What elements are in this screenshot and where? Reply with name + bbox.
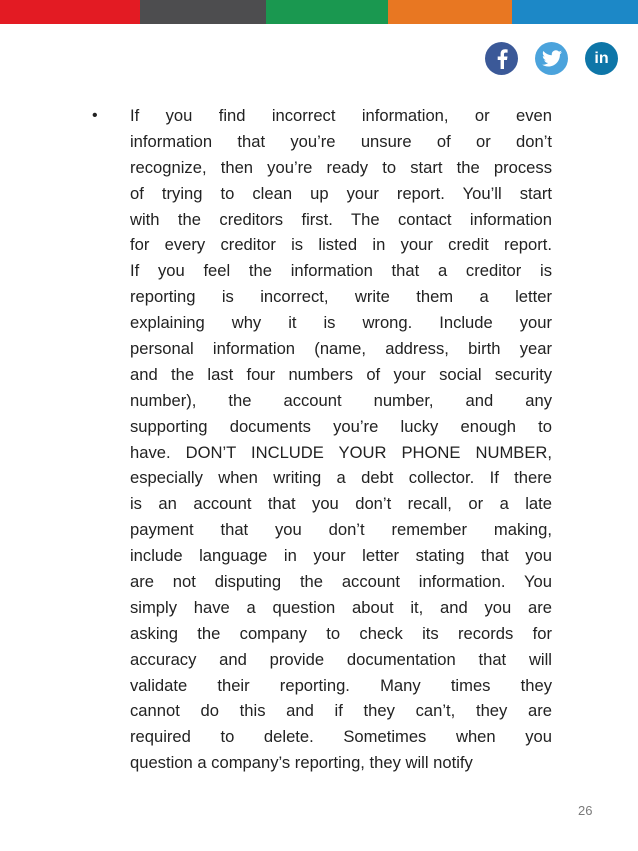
paragraph-line: validate their reporting. Many times they <box>130 675 552 695</box>
paragraph-line: especially when writing a debt collector. If there <box>130 468 552 488</box>
paragraph-line: number), the account number, and any <box>130 390 552 410</box>
top-color-bar <box>0 0 638 24</box>
bullet-marker: • <box>92 107 98 124</box>
color-bar-segment-red <box>0 0 140 24</box>
paragraph-line: accuracy and provide documentation that will <box>130 649 552 669</box>
paragraph-line: recognize, then you’re ready to start the process <box>130 157 552 177</box>
paragraph-line: supporting documents you’re lucky enough to <box>130 416 552 436</box>
paragraph-line: If you feel the information that a creditor is <box>130 261 552 281</box>
paragraph-line: information that you’re unsure of or don’t <box>130 131 552 151</box>
paragraph-line: question a company’s reporting, they will notify <box>130 753 473 773</box>
paragraph-lines <box>130 103 552 776</box>
paragraph-line: with the creditors first. The contact information <box>130 209 552 229</box>
paragraph-line: of trying to clean up your report. You’ll start <box>130 183 552 203</box>
paragraph-line: payment that you don’t remember making, <box>130 520 552 540</box>
bullet-paragraph <box>92 103 552 776</box>
paragraph-line: cannot do this and if they can’t, they are <box>130 701 552 721</box>
paragraph-line: and the last four numbers of your social security <box>130 364 552 384</box>
linkedin-icon[interactable]: in <box>585 42 618 75</box>
paragraph-line: is an account that you don’t recall, or a late <box>130 494 552 514</box>
paragraph-line: required to delete. Sometimes when you <box>130 727 552 747</box>
paragraph-line: If you find incorrect information, or even <box>130 106 552 125</box>
facebook-icon[interactable] <box>485 42 518 75</box>
paragraph-line: personal information (name, address, birth year <box>130 339 552 359</box>
color-bar-segment-gray <box>140 0 266 24</box>
color-bar-segment-green <box>266 0 388 24</box>
paragraph-line: have. DON’T INCLUDE YOUR PHONE NUMBER, <box>130 442 552 462</box>
paragraph-line: for every creditor is listed in your credit report. <box>130 235 552 255</box>
paragraph-line: reporting is incorrect, write them a letter <box>130 287 552 307</box>
paragraph-line: explaining why it is wrong. Include your <box>130 313 552 333</box>
twitter-icon[interactable] <box>535 42 568 75</box>
paragraph-line: asking the company to check its records for <box>130 623 552 643</box>
paragraph-line: include language in your letter stating that you <box>130 546 552 566</box>
social-links <box>485 42 618 75</box>
page-number: 26 <box>578 803 593 818</box>
document-body <box>92 103 552 776</box>
color-bar-segment-orange <box>388 0 512 24</box>
color-bar-segment-blue <box>512 0 638 24</box>
paragraph-line: are not disputing the account information. You <box>130 572 552 592</box>
paragraph-line: simply have a question about it, and you are <box>130 597 552 617</box>
